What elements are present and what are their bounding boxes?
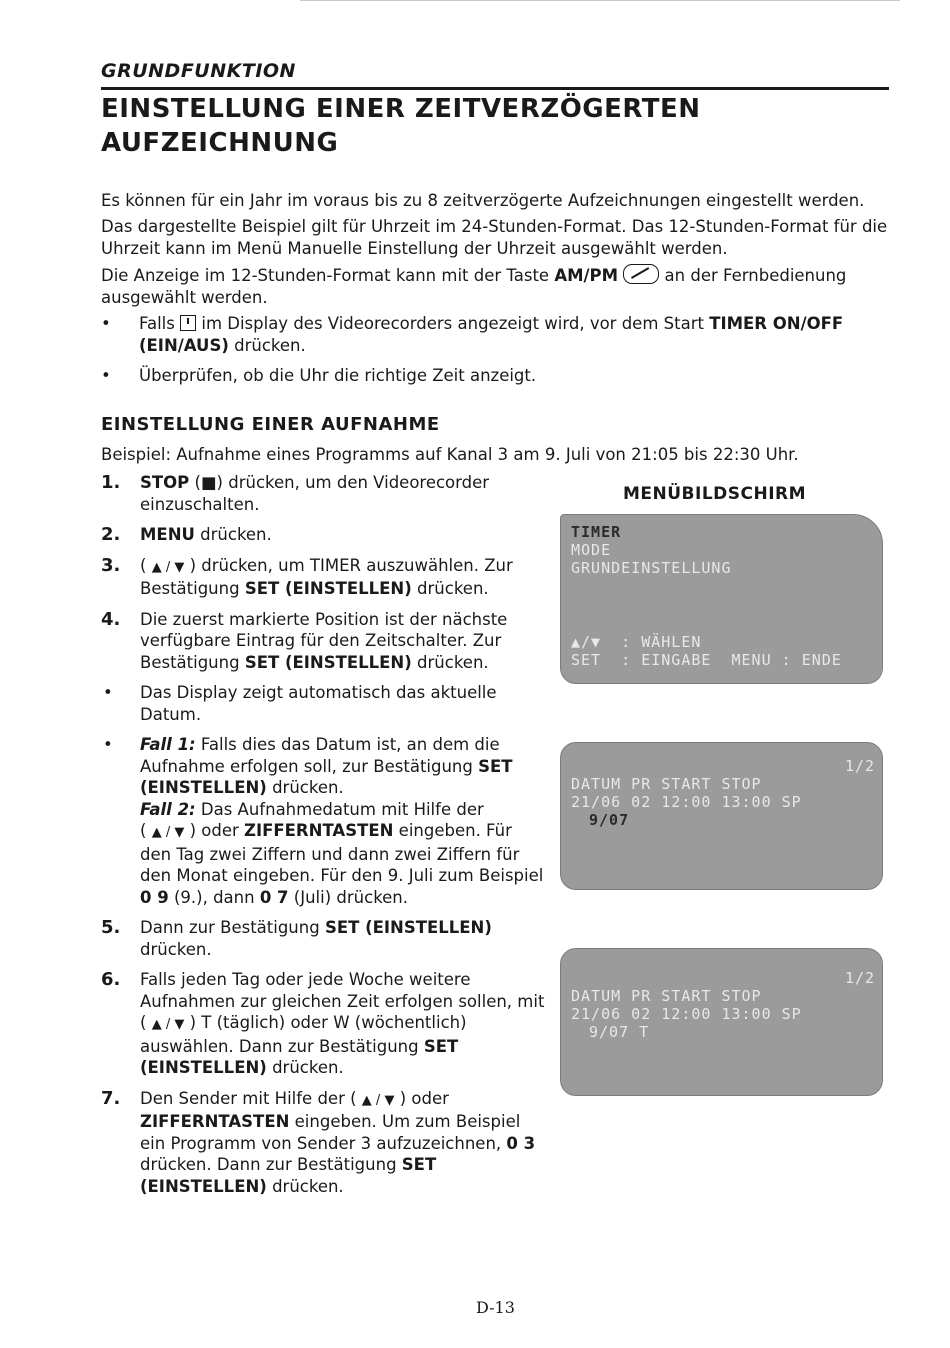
bullet-text: Überprüfen, ob die Uhr die richtige Zeit anzeigt.: [139, 366, 537, 385]
set-key: SET (EINSTELLEN): [140, 1036, 459, 1077]
step-number: 4.: [101, 608, 121, 630]
step-2: [101, 524, 546, 546]
bullet-icon: •: [101, 366, 111, 385]
screen-page: 1/2: [845, 757, 876, 775]
set-key: SET (EINSTELLEN): [140, 756, 513, 797]
up-down-arrows-icon: ▲ / ▼: [151, 1017, 185, 1032]
step-3: 3. ( ▲ / ▼ ) drücken, um TIMER auszuwählen. Zur Bestätigung SET (EINSTELLEN) drücken.: [101, 554, 513, 598]
step-text: drücken.: [266, 1176, 344, 1196]
up-down-arrows-icon: ▲ / ▼: [151, 825, 185, 840]
step-text: eingeben. Für den Tag zwei Ziffern und dann zwei Ziffern für den Monat eingeben. Für den 9. Juli zum Beispiel: [140, 821, 544, 885]
step-text: Falls dies das Datum ist, an dem die Aufnahme erfolgen soll, zur Bestätigung: [140, 735, 500, 776]
steps-list: [101, 472, 546, 1206]
intro-bullets: [101, 313, 891, 387]
screen-input: 9/07 T: [589, 1023, 650, 1041]
step-number: 7.: [101, 1087, 121, 1109]
step-text: eingeben. Um zum Beispiel ein Programm von Sender 3 aufzuzeichnen,: [140, 1112, 521, 1153]
up-down-arrows-icon: ▲ / ▼: [361, 1092, 395, 1108]
up-down-arrows-icon: ▲ / ▼: [151, 559, 185, 575]
case-label: Fall 2:: [140, 799, 196, 819]
digit-keys: 0 9: [140, 887, 169, 907]
stop-square-icon: ■: [200, 473, 217, 492]
step-text: Die zuerst markierte Position ist der nächste verfügbare Eintrag für den Zeitschalter. Zur Bestätigung: [140, 609, 508, 672]
set-key: SET (EINSTELLEN): [244, 652, 412, 672]
list-item: [101, 365, 891, 387]
step-number: 1.: [101, 472, 121, 493]
step-text: Den Sender mit Hilfe der (: [140, 1088, 357, 1108]
tv-screen-menu: [560, 514, 883, 684]
step-text: ) drücken, um TIMER auszuwählen. Zur Bestätigung: [140, 555, 513, 598]
screen-row: 21/06 02 12:00 13:00 SP: [571, 1005, 802, 1023]
step-5: [101, 917, 546, 960]
number-keys: ZIFFERNTASTEN: [244, 821, 394, 840]
set-key: SET (EINSTELLEN): [244, 579, 412, 598]
step-text: Das Display zeigt automatisch das aktuelle Datum.: [140, 683, 497, 724]
step-text: drücken.: [411, 579, 489, 598]
step-text: (9.), dann: [168, 887, 260, 907]
step-text: Falls jeden Tag oder jede Woche weitere Aufnahmen zur gleichen Zeit erfolgen sollen, mit (: [140, 970, 545, 1032]
number-keys: ZIFFERNTASTEN: [140, 1112, 290, 1131]
screen-input: 9/07: [589, 811, 630, 829]
bullet-icon: •: [103, 735, 113, 754]
step-1: 1. STOP (■) drücken, um den Videorecorder einzuschalten.: [101, 472, 490, 514]
intro-paragraph-2: Das dargestellte Beispiel gilt für Uhrzeit im 24-Stunden-Format. Das 12-Stunden-Format für die Uhrzeit kann im Menü Manuelle Einstellung der Uhrzeit ausgewählt werden.: [101, 217, 888, 258]
step-number: 3.: [101, 554, 121, 576]
digit-keys: 0 3: [506, 1133, 536, 1153]
scan-edge-line: [300, 0, 900, 1]
step-text: Dann zur Bestätigung: [140, 918, 325, 937]
step-4: [101, 609, 546, 674]
list-item: [101, 313, 891, 357]
step-text: drücken.: [266, 1058, 344, 1077]
set-key: SET (EINSTELLEN): [140, 1155, 437, 1196]
step-text: Das Aufnahmedatum mit Hilfe der: [195, 799, 484, 819]
section-label: GRUNDFUNKTION: [101, 60, 296, 82]
step-text: drücken.: [140, 939, 212, 959]
case-label: Fall 1:: [140, 735, 196, 754]
step-bullet-1: [101, 682, 546, 725]
intro-p3-text-end: an der Fernbedienung ausgewählt werden.: [101, 266, 847, 307]
tv-screen-daily: [560, 948, 883, 1096]
screen-line-settings: GRUNDEINSTELLUNG: [571, 559, 732, 577]
bullet-icon: •: [103, 683, 113, 702]
remote-button-icon: [623, 264, 659, 284]
step-text: drücken.: [194, 525, 272, 544]
bullet-icon: •: [101, 314, 111, 333]
step-text: ) T (täglich) oder W (wöchentlich) auswählen. Dann zur Bestätigung: [140, 1013, 467, 1056]
step-text: (Juli) drücken.: [288, 887, 409, 907]
bullet-text: drücken.: [228, 336, 306, 355]
step-text: ) oder: [189, 821, 245, 840]
step-text: drücken. Dann zur Bestätigung: [140, 1155, 402, 1174]
screen-line-mode: MODE: [571, 541, 612, 559]
step-7: [101, 1088, 546, 1198]
step-text: drücken.: [411, 652, 489, 672]
intro-text: [101, 190, 891, 395]
set-key: SET (EINSTELLEN): [324, 918, 492, 937]
step-number: 2.: [101, 524, 121, 545]
header-rule: [101, 87, 889, 90]
step-bullet-2: • Fall 1: Falls dies das Datum ist, an dem die Aufnahme erfolgen soll, zur Bestätigung SET (EINSTELLEN) drücken. Fall 2: Das Aufnahmedatum mit Hilfe der ( ▲ / ▼ ) oder ZIFFERNTASTEN eingeben. Für den Tag zwei Ziffern und dann zwei Ziffern für den Monat eingeben. Für den 9. Juli zum Beispiel 0 9 (9.), dann 0 7 (Juli) drücken.: [103, 735, 544, 907]
screen-line-set: SET : EINGABE MENU : ENDE: [571, 651, 842, 669]
screen-header: DATUM PR START STOP: [571, 987, 762, 1005]
step-text: drücken, um den Videorecorder einzuschalten.: [140, 473, 490, 514]
step-number: 5.: [101, 917, 121, 938]
step-number: 6.: [101, 969, 121, 990]
screen-page: 1/2: [845, 969, 876, 987]
step-text: ) oder: [399, 1088, 449, 1108]
screen-line-select: ▲/▼ : WÄHLEN: [571, 633, 702, 651]
bullet-text: im Display des Videorecorders angezeigt wird, vor dem Start: [196, 314, 710, 333]
page-number: D-13: [476, 1298, 515, 1317]
screen-row: 21/06 02 12:00 13:00 SP: [571, 793, 802, 811]
screen-header: DATUM PR START STOP: [571, 775, 762, 793]
intro-p3-text: Die Anzeige im 12-Stunden-Format kann mit der Taste: [101, 266, 555, 285]
example-text: Beispiel: Aufnahme eines Programms auf Kanal 3 am 9. Juli von 21:05 bis 22:30 Uhr.: [101, 445, 799, 464]
ampm-key: AM/PM: [554, 266, 619, 285]
digit-keys: 0 7: [259, 887, 289, 907]
stop-key: STOP: [140, 473, 190, 492]
page-title: EINSTELLUNG EINER ZEITVERZÖGERTEN AUFZEICHNUNG: [101, 94, 701, 158]
timer-onoff-key: TIMER ON/OFF (EIN/AUS): [139, 314, 844, 355]
bullet-text: Falls: [139, 314, 181, 333]
step-text: drücken.: [266, 778, 344, 797]
menu-key: MENU: [140, 525, 195, 544]
subsection-title: EINSTELLUNG EINER AUFNAHME: [101, 414, 440, 435]
menu-screen-label: MENÜBILDSCHIRM: [623, 484, 807, 504]
intro-paragraph-1: Es können für ein Jahr im voraus bis zu 8 zeitverzögerte Aufzeichnungen eingestellt werden.: [101, 191, 865, 210]
tv-screen-date: [560, 742, 883, 890]
step-6: [101, 969, 546, 1079]
intro-paragraph-3: [101, 264, 891, 309]
timer-display-icon: [180, 315, 196, 331]
screen-line-timer: TIMER: [571, 523, 622, 541]
